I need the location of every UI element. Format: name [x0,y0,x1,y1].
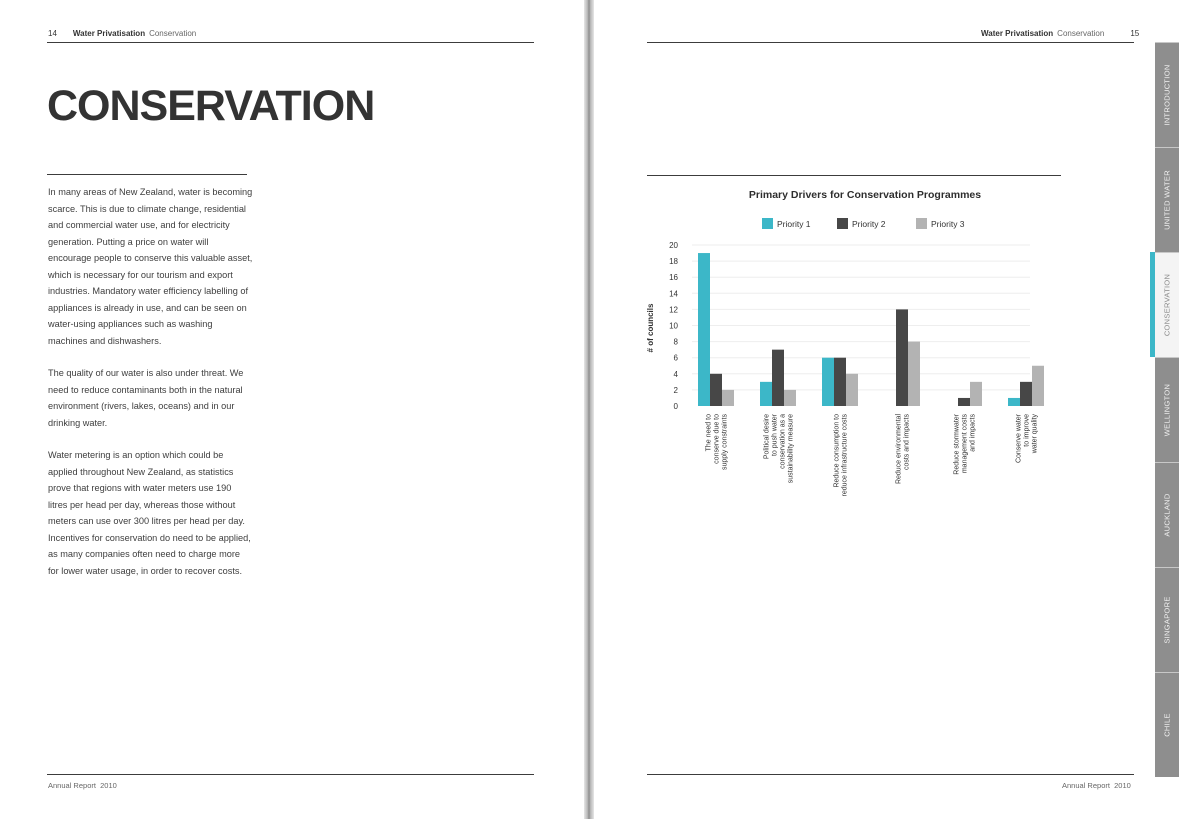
left-page-header [48,29,196,38]
y-tick-label: 12 [669,305,678,315]
y-tick-label: 14 [669,289,678,299]
bar-4-priority-3 [908,342,920,406]
category-label-line: sustainability measure [787,414,795,484]
bar-3-priority-3 [846,374,858,406]
active-tab-indicator [1150,252,1155,357]
right-header-subsection: Conservation [1057,29,1105,38]
category-label-line: to push water [771,414,779,457]
y-tick-label: 0 [673,402,678,411]
chart-top-rule [647,175,1061,176]
category-label-3 [834,414,849,497]
category-label-line: Reduce environmental [895,414,903,485]
left-page [0,0,584,819]
y-axis-label: # of councils [646,303,655,353]
bar-3-priority-1 [822,358,834,406]
chart-title: Primary Drivers for Conservation Programmes [748,189,982,201]
tab-united-water[interactable] [1155,147,1179,252]
left-footer-year: 2010 [100,781,117,790]
left-footer [48,781,117,790]
tab-singapore[interactable] [1155,567,1179,672]
y-tick-label: 4 [673,369,678,379]
category-label-4 [896,414,911,485]
category-label-line: water quality [1031,414,1039,454]
right-header-rule [647,42,1134,43]
category-label-line: The need to [705,414,713,452]
bar-5-priority-2 [958,398,970,406]
tab-label: SINGAPORE [1162,596,1172,644]
left-footer-rule [47,774,534,775]
right-footer [1062,781,1131,790]
y-tick-label: 20 [669,241,678,250]
body-paragraph-1: In many areas of New Zealand, water is becoming scarce. This is due to climate change, residential and commercial water use, and for electricity generation. Putting a price on water will encourage people to conserve this valuable asset, which is necessary for our tourism and export industries. Mandatory water efficiency labelling of appliances is already in use, and can be seen on water-using appliances such as washing machines and dishwashers. [48,187,253,346]
tab-introduction[interactable] [1155,42,1179,147]
tab-label: WELLINGTON [1162,383,1172,437]
bar-1-priority-3 [722,390,734,406]
category-label-6 [1016,413,1039,463]
legend-swatch-3 [916,218,927,229]
body-paragraph-3: Water metering is an option which could be applied throughout New Zealand, as statistics prove that regions with water meters use 190 litres per head per day, whereas those without meters can use over 300 litres per head per day. Incentives for conservation do need to be applied, as many companies often need to charge more for lower water usage, in order to recover costs. [48,450,251,576]
tab-wellington[interactable] [1155,357,1179,462]
left-footer-label: Annual Report [48,781,96,790]
bar-4-priority-2 [896,309,908,406]
category-label-line: supply constraints [721,414,729,471]
bar-6-priority-1 [1008,398,1020,406]
left-header-subsection: Conservation [149,29,197,38]
body-text [48,184,253,595]
tab-label: INTRODUCTION [1162,64,1172,126]
category-label-line: reduce infrastructure costs [841,414,849,497]
left-header-section: Water Privatisation [72,29,146,38]
legend-label-3: Priority 3 [931,219,965,229]
y-tick-label: 2 [673,385,678,395]
legend-label-2: Priority 2 [852,219,886,229]
chart-legend [762,218,965,229]
tab-label: CONSERVATION [1162,273,1172,337]
bar-2-priority-1 [760,382,772,406]
right-footer-year: 2010 [1114,781,1131,790]
left-page-number: 14 [48,29,57,38]
tab-chile[interactable] [1155,672,1179,777]
category-label-1 [706,414,729,471]
bar-2-priority-3 [784,390,796,406]
category-label-line: Reduce consumption to [833,414,841,488]
bar-6-priority-2 [1020,382,1032,406]
category-label-line: conservation as a [779,414,787,469]
right-header-section: Water Privatisation [981,29,1054,38]
category-label-line: Reduce stormwater [953,414,961,475]
y-tick-label: 18 [669,257,678,267]
intro-rule [47,174,247,175]
y-tick-label: 16 [669,273,678,283]
category-label-line: and impacts [969,414,977,452]
y-tick-label: 8 [673,337,678,347]
right-page-number: 15 [1130,29,1140,38]
y-axis-ticks [669,241,678,411]
body-paragraph-2: The quality of our water is also under threat. We need to reduce contaminants both in the natural environment (rivers, lakes, oceans) and in our drinking water. [48,368,244,428]
category-label-line: to improve [1023,414,1031,447]
tab-auckland[interactable] [1155,462,1179,567]
category-label-line: conserve due to [713,414,721,464]
bar-2-priority-2 [772,350,784,406]
category-label-line: management costs [961,414,969,474]
book-spine [584,0,594,819]
bar-3-priority-2 [834,358,846,406]
left-header-rule [47,42,534,43]
bar-1-priority-2 [710,374,722,406]
legend-label-1: Priority 1 [777,219,811,229]
y-tick-label: 10 [669,321,678,331]
page-title: CONSERVATION [47,82,375,130]
y-tick-label: 6 [673,353,678,363]
category-label-2 [764,413,795,483]
conservation-drivers-chart [640,180,1080,510]
category-label-line: Political desire [763,414,771,460]
category-label-line: costs and impacts [903,414,911,471]
category-label-5 [954,413,977,474]
legend-swatch-1 [762,218,773,229]
tab-label: CHILE [1162,713,1172,737]
tab-label: AUCKLAND [1162,493,1172,537]
right-page-header [981,29,1139,38]
right-footer-label: Annual Report [1062,781,1110,790]
x-axis-categories [706,413,1039,496]
bar-5-priority-3 [970,382,982,406]
right-footer-rule [647,774,1134,775]
bar-6-priority-3 [1032,366,1044,406]
chart-bars [698,253,1044,406]
tab-conservation[interactable] [1155,252,1179,357]
tab-label: UNITED WATER [1162,170,1172,230]
chart-gridlines [692,245,1030,390]
bar-1-priority-1 [698,253,710,406]
category-label-line: Conserve water [1015,414,1023,464]
legend-swatch-2 [837,218,848,229]
